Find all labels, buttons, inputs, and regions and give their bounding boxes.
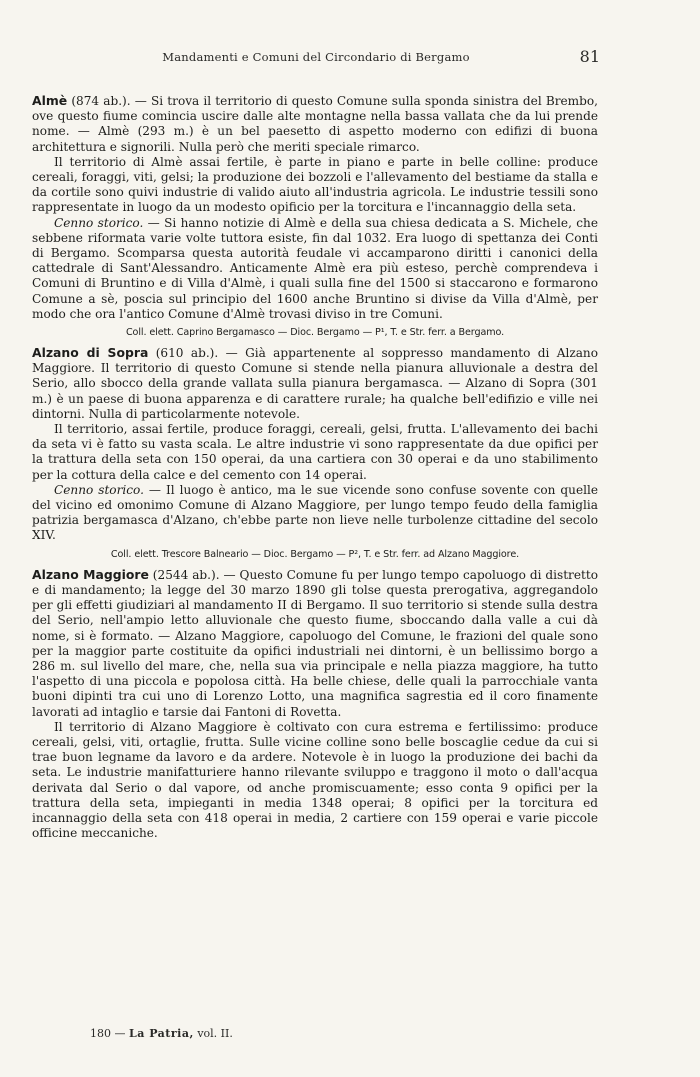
entry-paragraph: [32, 93, 598, 155]
running-title: Mandamenti e Comuni del Circondario di Bergamo: [162, 50, 470, 64]
entry-paragraph: [32, 345, 598, 422]
historical-note-label: Cenno storico.: [54, 482, 144, 497]
historical-note-text: — Il luogo è antico, ma le sue vicende sono confuse sovente con quelle del vicino ed omonimo Comune di Alzano Maggiore, per lungo tempo feudo della famiglia patrizia bergamasca d'Alzano, ch'ebbe parte non lieve nelle turbolenze cittadine del secolo XIV.: [32, 482, 598, 543]
entry-headword: Alzano Maggiore: [32, 566, 149, 582]
volume-label: vol. II.: [197, 1027, 233, 1040]
entry-paragraph: Il territorio, assai fertile, produce foraggi, cereali, gelsi, frutta. L'allevamento dei bachi da seta vi è fatto su vasta scala. Le altre industrie vi sono rappresentate da due opifici per la trattura della seta con 150 operai, da una cartiera con 30 operai e da uno stabilimento per la cottura della calce e del cemento con 14 operai.: [32, 422, 598, 482]
historical-note: [32, 216, 598, 322]
entry-paragraph: [32, 567, 598, 720]
historical-note-label: Cenno storico.: [54, 215, 144, 230]
entry-paragraph: Il territorio di Alzano Maggiore è coltivato con cura estrema e fertilissimo: produce cereali, gelsi, viti, ortaglie, frutta. Sulle vicine colline sono belle boscaglie cedue da cui si trae buon legname da lavoro e da ardere. Notevole è in luogo la produzione dei bachi da seta. Le industrie manifatturiere hanno rilevante sviluppo e traggono il moto o dall'acqua derivata dal Serio o dal vapore, od anche promiscuamente; esso conta 9 opifici per la trattura della seta, impieganti in media 1348 operai; 8 opifici per la torcitura ed incannaggio della seta con 418 operai in media, 2 cartiere con 159 operai e varie piccole officine meccaniche.: [32, 719, 598, 841]
historical-note-text: — Si hanno notizie di Almè e della sua chiesa dedicata a S. Michele, che sebbene riformata varie volte tuttora esiste, fin dal 1032. Era luogo di spettanza dei Conti di Bergamo. Scomparsa questa autorità feudale vi accamparono diritti i canonici della cattedrale di Sant'Alessandro. Anticamente Almè era più esteso, perchè comprendeva i Comuni di Bruntino e di Villa d'Almè, i quali sulla fine del 1500 si staccarono e formarono Comune a sè, poscia sul principio del 1600 anche Bruntino si divise da Villa d'Almè, per modo che ora l'antico Comune d'Almè trovasi diviso in tre Comuni.: [32, 215, 598, 321]
entry-text: (2544 ab.). — Questo Comune fu per lungo tempo capoluogo di distretto e di mandamento; la legge del 30 marzo 1890 gli tolse questa prerogativa, aggregandolo per gli effetti giudiziari al mandamento II di Bergamo. Il suo territorio si stende sulla destra del Serio, nell'ampio letto alluvionale che questo fiume, sboccando dalla valle a cui dà nome, si è formato. — Alzano Maggiore, capoluogo del Comune, le frazioni del quale sono per la maggior parte costituite da opifici industriali nei dintorni, è un bellissimo borgo a 286 m. sul livello del mare, che, nella sua via principale e nella piazza maggiore, ha tutto l'aspetto di una piccola e popolosa città. Ha belle chiese, delle quali la parrocchiale vanta buoni dipinti tra cui uno di Lorenzo Lotto, una magnifica sagrestia ed il coro finamente lavorati ad intaglio e tarsie dai Fantoni di Rovetta.: [32, 567, 599, 719]
electoral-college-line: Coll. elett. Trescore Balneario — Dioc. Bergamo — P², T. e Str. ferr. ad Alzano Maggiore.: [110, 548, 520, 560]
signature-footer: [90, 1027, 233, 1040]
signature-number: 180 —: [90, 1027, 126, 1040]
page-number: 81: [579, 47, 600, 66]
main-text: [32, 93, 598, 841]
entry-text: (610 ab.). — Già appartenente al soppresso mandamento di Alzano Maggiore. Il territorio di questo Comune si stende nella pianura alluvionale a destra del Serio, allo sbocco della grande vallata sulla pianura bergamasca. — Alzano di Sopra (301 m.) è un paese di buona apparenza e di carattere rurale; ha qualche bell'edifizio e ville nei dintorni. Nulla di particolarmente notevole.: [32, 346, 598, 421]
historical-note: [32, 483, 598, 544]
entry-headword: Alzano di Sopra: [32, 345, 149, 361]
entry-headword: Almè: [32, 93, 68, 108]
publication-title: La Patria,: [129, 1027, 194, 1040]
entry-text: (874 ab.). — Si trova il territorio di questo Comune sulla sponda sinistra del Brembo, ove questo fiume comincia uscire dalle alte montagne nella bassa vallata che da lui prende nome. — Almè (293 m.) è un bel paesetto di aspetto moderno con edifizi di buona architettura e signorili. Nulla però che meriti speciale rimarco.: [32, 94, 598, 154]
electoral-college-line: Coll. elett. Caprino Bergamasco — Dioc. Bergamo — P¹, T. e Str. ferr. a Bergamo.: [125, 327, 505, 339]
entry-paragraph: Il territorio di Almè assai fertile, è parte in piano e parte in belle colline: produce cereali, foraggi, viti, gelsi; la produzione dei bozzoli e l'allevamento del bestiame da stalla e da cortile sono quivi industrie di valido aiuto all'industria agricola. Le industrie tessili sono rappresentate in luogo da un modesto opificio per la torcitura e l'incannaggio della seta.: [32, 154, 598, 215]
